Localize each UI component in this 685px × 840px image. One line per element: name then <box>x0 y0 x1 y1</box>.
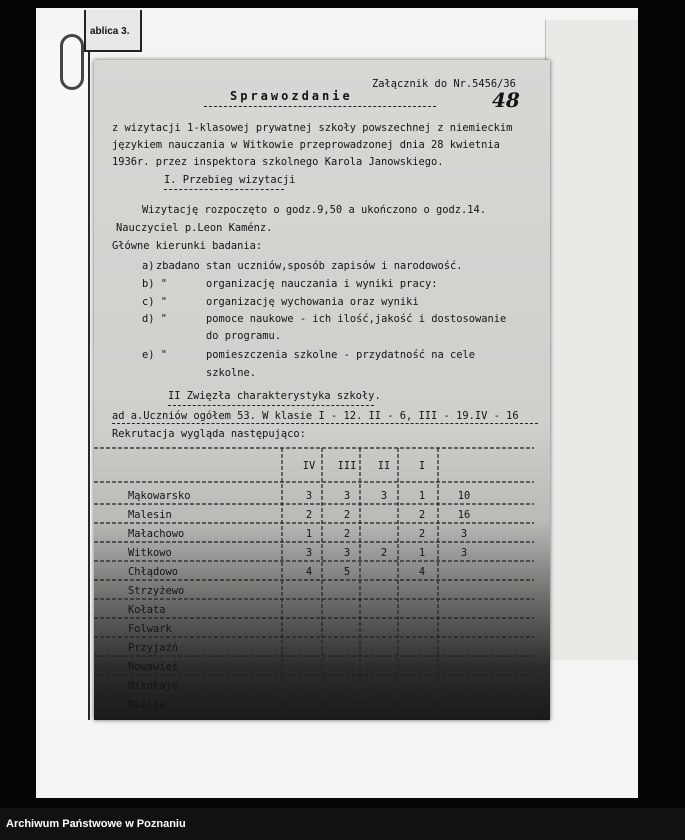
direction-text: pomieszczenia szkolne - przydatność na cele <box>206 349 475 361</box>
table-row-name: Malesin <box>128 509 172 521</box>
direction-marker: b) " <box>142 278 168 290</box>
table-cell: 3 <box>305 547 313 559</box>
direction-marker: d) " <box>142 313 168 325</box>
report-document <box>94 60 550 720</box>
attachment-reference: Załącznik do Nr.5456/36 <box>372 78 516 90</box>
table-cell: 1 <box>305 528 313 540</box>
students-summary: ad a.Uczniów ogółem 53. W klasie I - 12. II - 6, III - 19.IV - 16 <box>112 410 519 422</box>
recruitment-line: Rekrutacja wygląda następująco: <box>112 428 306 440</box>
table-cell: 3 <box>460 528 468 540</box>
table-row-name: Mikołaje <box>128 680 179 692</box>
direction-text: zbadano stan uczniów,sposób zapisów i narodowość. <box>156 260 463 272</box>
direction-text: organizację nauczania i wyniki pracy: <box>206 278 438 290</box>
stacked-pages-edge <box>545 20 638 660</box>
table-cell: 2 <box>343 509 351 521</box>
table-cell: 4 <box>418 566 426 578</box>
table-row-name: Strzyżewo <box>128 585 185 597</box>
left-binding-strip <box>36 40 90 720</box>
table-cell: 10 <box>457 490 471 502</box>
archive-credit: Archiwum Państwowe w Poznaniu <box>6 818 186 830</box>
table-cell: 1 <box>418 547 426 559</box>
table-cell: 4 <box>305 566 313 578</box>
direction-marker: e) " <box>142 349 168 361</box>
table-header-cell: II <box>377 460 391 472</box>
table-header-cell: III <box>337 460 357 472</box>
direction-text: organizację wychowania oraz wyniki <box>206 296 419 308</box>
table-cell: 2 <box>418 509 426 521</box>
teacher-name: Nauczyciel p.Leon Kaménz. <box>116 222 273 234</box>
direction-text: pomoce naukowe - ich ilość,jakość i dostosowanie <box>206 313 507 325</box>
table-row-name: Przyjaźń <box>128 642 179 654</box>
table-row-name: Mąkowarsko <box>128 490 191 502</box>
table-cell: 1 <box>418 490 426 502</box>
paper-clip-icon <box>60 34 84 90</box>
table-tab-label: ablica 3. <box>84 10 142 52</box>
table-cell: 3 <box>380 490 388 502</box>
direction-marker: a) <box>142 260 155 272</box>
table-header-cell: IV <box>302 460 316 472</box>
table-cell: 3 <box>343 490 351 502</box>
table-cell: 3 <box>460 547 468 559</box>
intro-line-1: z wizytacji 1-klasowej prywatnej szkoły powszechnej z niemieckim <box>112 122 513 134</box>
table-row-name: Witkowo <box>128 547 172 559</box>
table-row-name: Mielca <box>128 699 166 711</box>
table-header-cell: I <box>418 460 426 472</box>
table-cell: 2 <box>418 528 426 540</box>
direction-text: do programu. <box>206 330 282 342</box>
table-cell: 5 <box>343 566 351 578</box>
table-cell: 2 <box>343 528 351 540</box>
table-row-name: Chłądowo <box>128 566 179 578</box>
table-row-name: Folwark <box>128 623 172 635</box>
table-cell: 2 <box>305 509 313 521</box>
table-cell: 16 <box>457 509 471 521</box>
direction-text: szkolne. <box>206 367 257 379</box>
table-cell: 3 <box>305 490 313 502</box>
table-row-name: Kołata <box>128 604 166 616</box>
table-row-name: Małachowo <box>128 528 185 540</box>
intro-line-3: 1936r. przez inspektora szkolnego Karola Janowskiego. <box>112 156 444 168</box>
section-1-title: I. Przebieg wizytacji <box>164 174 296 186</box>
direction-marker: c) " <box>142 296 168 308</box>
table-row-name: Nowawieś <box>128 661 179 673</box>
visit-time: Wizytację rozpoczęto o godz.9,50 a ukończono o godz.14. <box>142 204 487 216</box>
table-cell: 3 <box>343 547 351 559</box>
intro-line-2: językiem nauczania w Witkowie przeprowadzonej dnia 28 kwietnia <box>112 139 500 151</box>
section-2-title: II Zwięzła charakterystyka szkoły. <box>168 390 381 402</box>
handwritten-number: 48 <box>492 88 520 112</box>
directions-label: Główne kierunki badania: <box>112 240 263 252</box>
document-title: Sprawozdanie <box>230 89 353 103</box>
table-cell: 2 <box>380 547 388 559</box>
